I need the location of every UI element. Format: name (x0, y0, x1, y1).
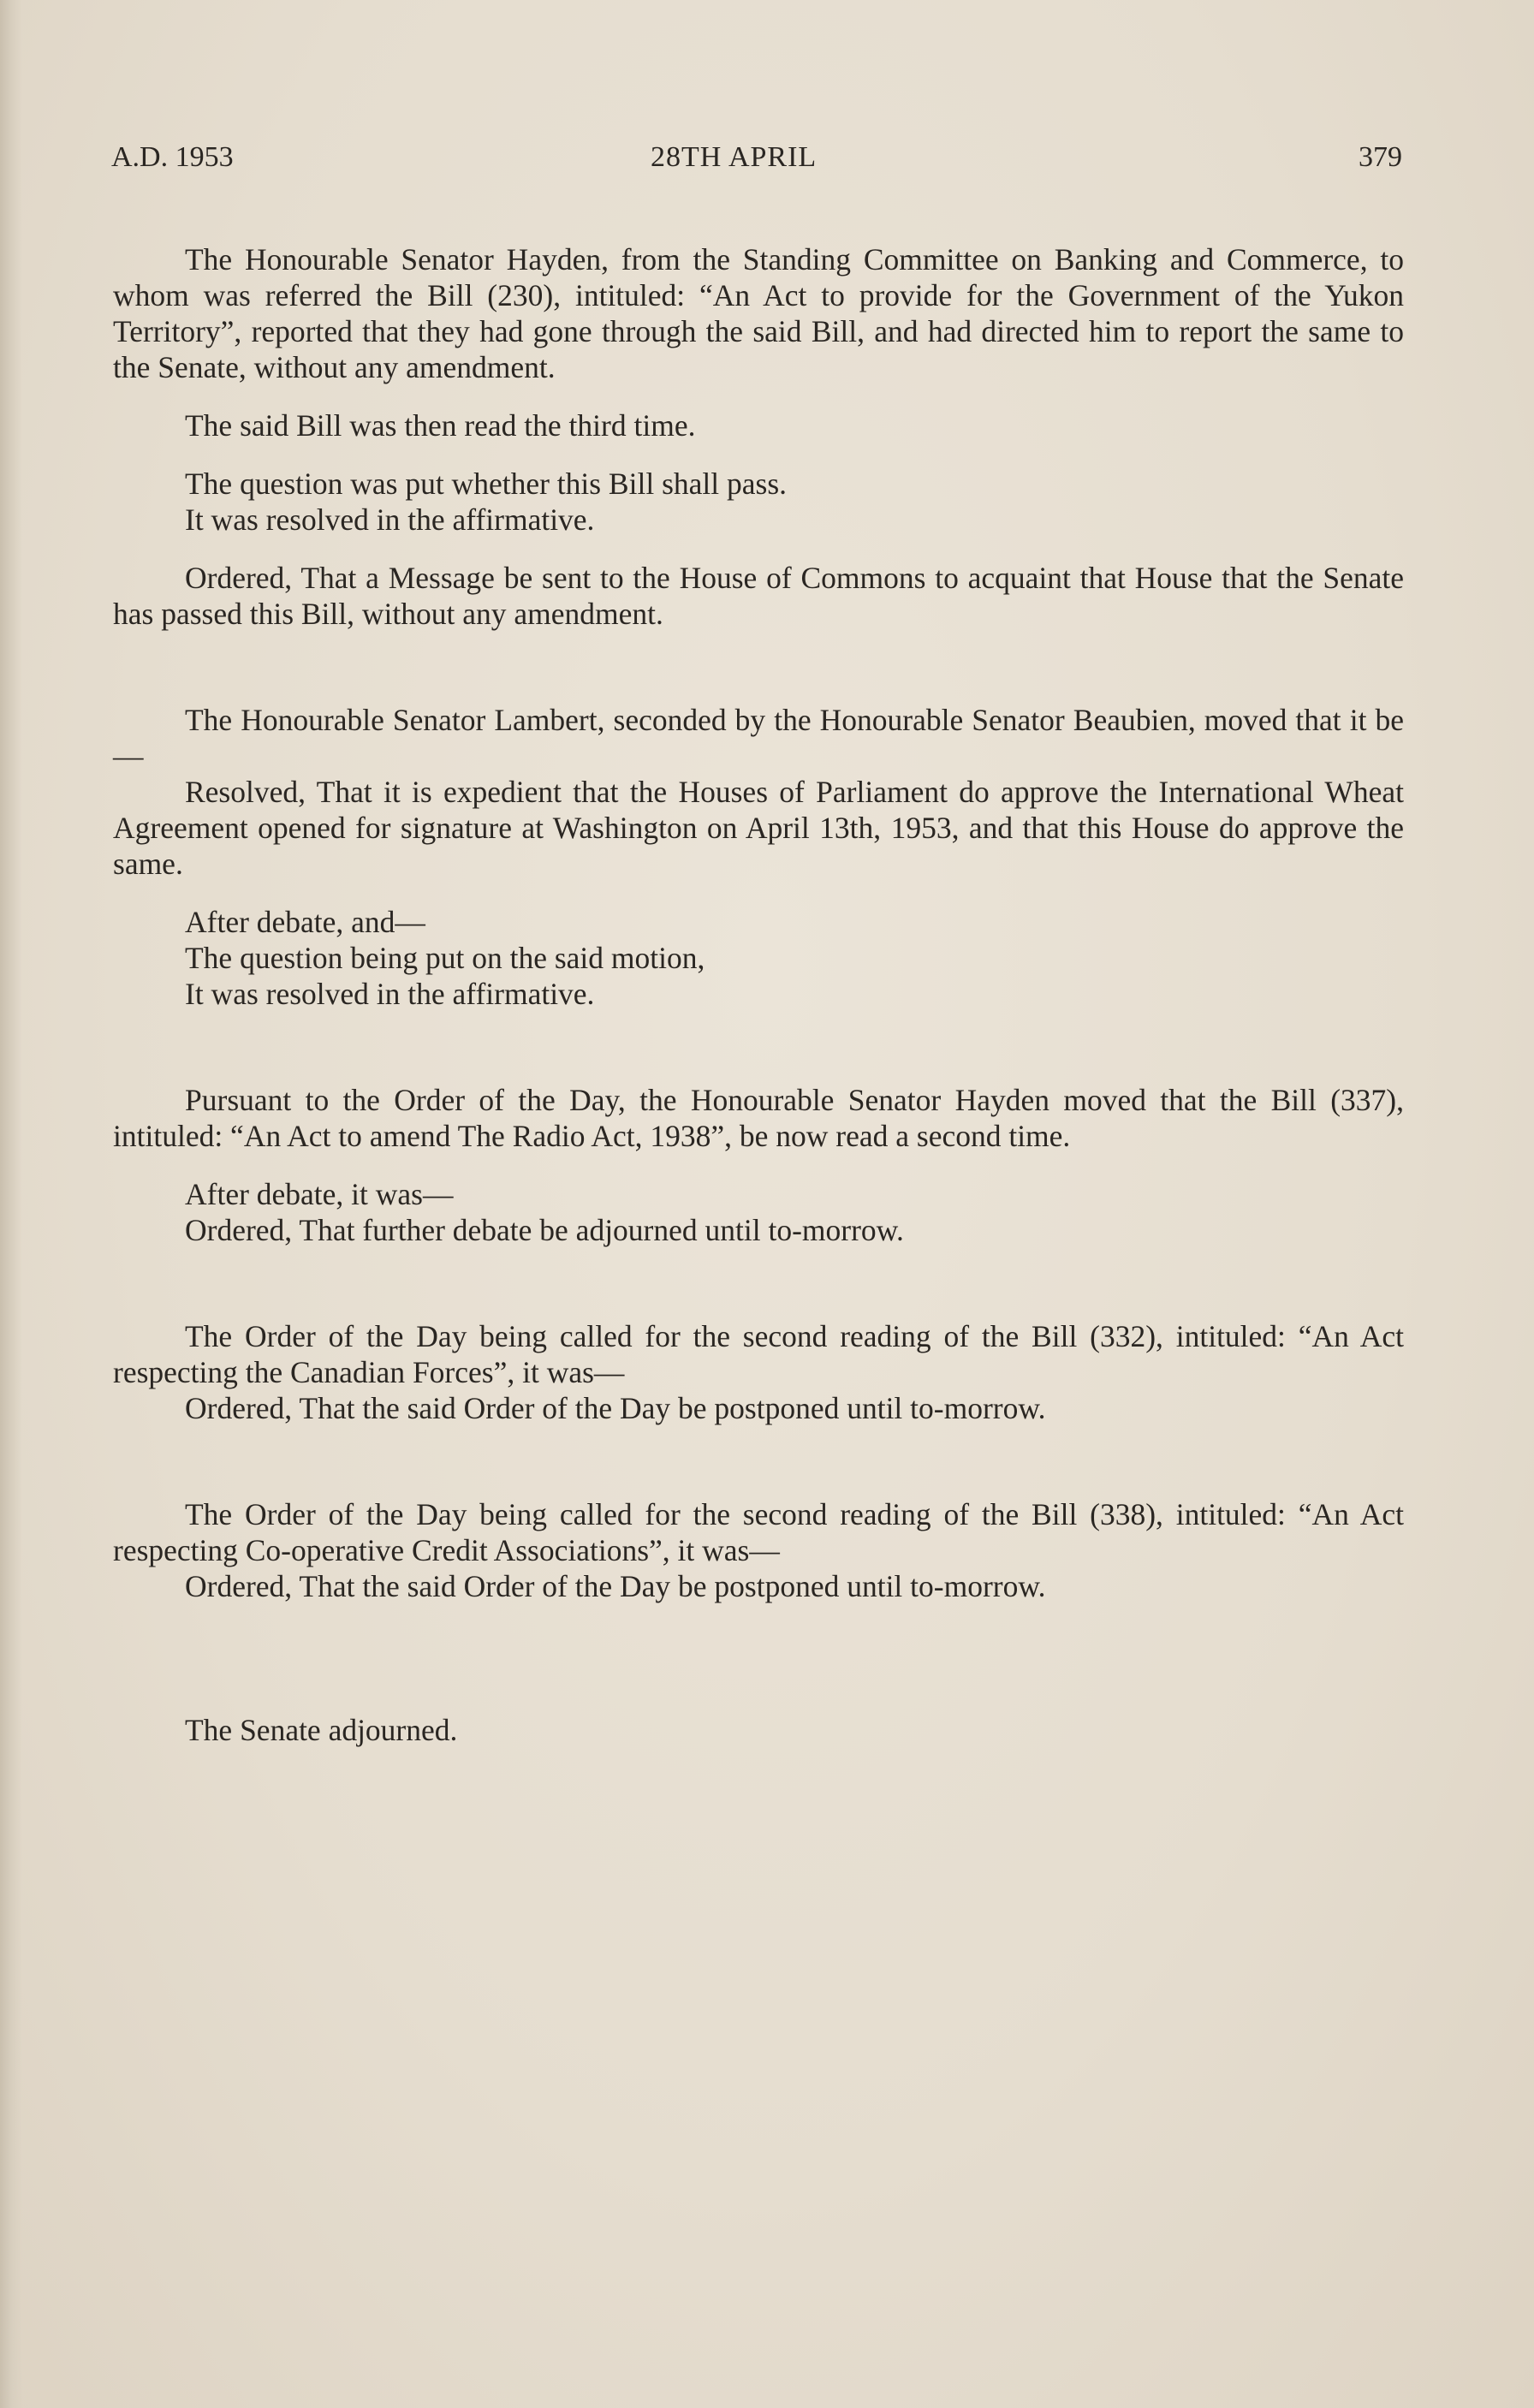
paragraph-motion-lambert: The Honourable Senator Lambert, seconded by the Honourable Senator Beaubien, moved that it be— (113, 703, 1404, 773)
page-binding-edge (0, 0, 22, 2408)
paragraph-resolved-affirmative-2: It was resolved in the affirmative. (185, 977, 595, 1011)
running-header (0, 137, 1534, 178)
paragraph-debate-adjourned: Ordered, That further debate be adjourned until to-morrow. (185, 1213, 904, 1247)
paragraph-postponed-1: Ordered, That the said Order of the Day be postponed until to-morrow. (185, 1391, 1046, 1425)
paragraph-after-debate-2: After debate, it was— (185, 1177, 454, 1211)
paragraph-third-reading: The said Bill was then read the third time. (185, 408, 696, 443)
paragraph-credit-associations-order: The Order of the Day being called for the second reading of the Bill (338), intituled: “An Act respecting Co-operative Credit Associations”, it was— (113, 1497, 1404, 1567)
paragraph-radio-act-motion: Pursuant to the Order of the Day, the Honourable Senator Hayden moved that the Bill (337), intituled: “An Act to amend The Radio Act, 1938”, be now read a second time. (113, 1083, 1404, 1153)
paragraph-senate-adjourned: The Senate adjourned. (185, 1713, 458, 1747)
paragraph-message-ordered: Ordered, That a Message be sent to the House of Commons to acquaint that House that the Senate has passed this Bill, without any amendment. (113, 561, 1404, 631)
paragraph-question-put: The question was put whether this Bill shall pass. (185, 467, 788, 501)
header-date: 28TH APRIL (651, 141, 818, 173)
paragraph-resolved-affirmative: It was resolved in the affirmative. (185, 502, 595, 537)
journal-body (113, 241, 1404, 1748)
paragraph-question-motion: The question being put on the said motion, (185, 941, 705, 975)
page-number: 379 (1359, 141, 1402, 173)
paragraph-after-debate: After debate, and— (185, 905, 425, 939)
header-year: A.D. 1953 (111, 141, 234, 173)
paragraph-postponed-2: Ordered, That the said Order of the Day be postponed until to-morrow. (185, 1569, 1046, 1603)
paragraph-canadian-forces-order: The Order of the Day being called for the second reading of the Bill (332), intituled: “An Act respecting the Canadian Forces”, it was— (113, 1319, 1404, 1389)
paragraph-committee-report: The Honourable Senator Hayden, from the Standing Committee on Banking and Commerce, to whom was referred the Bill (230), intituled: “An Act to provide for the Government of the Yukon Territory”, reported that they had gone through the said Bill, and had directed him to report the same to the Senate, without any amendment. (113, 242, 1404, 384)
paragraph-wheat-agreement-resolution: Resolved, That it is expedient that the Houses of Parliament do approve the International Wheat Agreement opened for signature at Washington on April 13th, 1953, and that this House do approve the same. (113, 775, 1404, 881)
